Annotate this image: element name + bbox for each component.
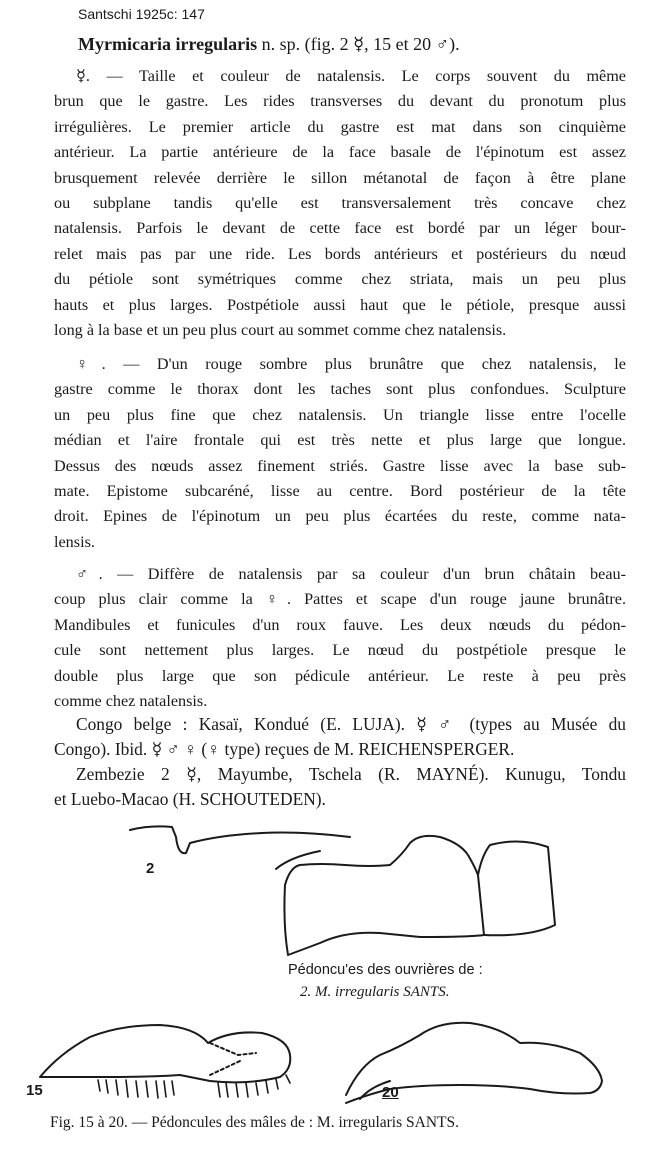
text-line: lensis. bbox=[54, 532, 95, 551]
fig15-inner-line bbox=[210, 1043, 256, 1055]
text-line: coup plus clair comme la ♀. Pattes et scape d'un rouge jaune brunâtre. bbox=[54, 590, 626, 609]
text-line: natalensis. Parfois le devant de cette face est bordé par un léger bour- bbox=[54, 219, 626, 238]
figure-caption-workers: Pédoncu'es des ouvrières de : bbox=[288, 962, 483, 978]
text-line: gastre comme le thorax dont les taches sont plus confondues. Sculpture bbox=[54, 380, 626, 399]
fig15-inner-line-2 bbox=[210, 1061, 240, 1075]
text-line: droit. Epines de l'épinotum un peu plus écartées du reste, comme nata- bbox=[54, 507, 626, 526]
queen-description bbox=[54, 352, 626, 555]
figure-label-15: 15 bbox=[26, 1082, 43, 1099]
text-line: Dessus des nœuds assez finement striés. Gastre lisse avec la base sub- bbox=[54, 456, 626, 475]
text-line: du pétiole sont symétriques comme chez striata, mais un peu plus bbox=[54, 270, 626, 289]
text-line: ou subplane tandis qu'elle est transversalement très concave chez bbox=[54, 194, 626, 213]
text-line: ☿. — Taille et couleur de natalensis. Le corps souvent du même bbox=[76, 67, 626, 85]
species-title-rest: n. sp. (fig. 2 ☿, 15 et 20 ♂). bbox=[257, 34, 460, 54]
text-line: hauts et plus larges. Postpétiole aussi haut que le pétiole, presque aussi bbox=[54, 295, 626, 314]
text-line: Congo belge : Kasaï, Kondué (E. LUJA). ☿ ♂ (types au Musée du bbox=[76, 714, 626, 734]
text-line: ♂. — Diffère de natalensis par sa couleur d'un brun châtain beau- bbox=[76, 565, 626, 583]
text-line: cule sont nettement plus larges. Le nœud du postpétiole presque le bbox=[54, 641, 626, 660]
localities bbox=[54, 712, 626, 812]
figure-caption-males: Fig. 15 à 20. — Pédoncules des mâles de : M. irregularis SANTS. bbox=[50, 1114, 459, 1131]
text-line: brun que le gastre. Les rides transverses du devant du pronotum plus bbox=[54, 92, 626, 111]
text-line: Mandibules et funicules d'un roux fauve. Les deux nœuds du pédon- bbox=[54, 615, 626, 634]
fig2-propodeum-outline bbox=[130, 826, 350, 853]
figure-caption-workers-species: 2. M. irregularis SANTS. bbox=[300, 984, 450, 1000]
text-line: Congo). Ibid. ☿ ♂ ♀ (♀ type) reçues de M. REICHENSPERGER. bbox=[54, 739, 515, 759]
text-line: antérieur. La partie antérieure de la face basale de l'épinotum est assez bbox=[54, 143, 626, 162]
text-line: irrégulières. Le premier article du gastre est mat dans son cinquième bbox=[54, 117, 626, 136]
species-title bbox=[78, 34, 460, 55]
fig2-petiole-node bbox=[284, 836, 484, 955]
text-line: comme chez natalensis. bbox=[54, 692, 208, 711]
text-line: relet mais pas par une ride. Les bords antérieurs et postérieurs du nœud bbox=[54, 244, 626, 263]
text-line: mate. Epistome subcaréné, lisse au centre. Bord postérieur de la tête bbox=[54, 482, 626, 501]
worker-description bbox=[54, 64, 626, 343]
figure-label-20: 20 bbox=[382, 1084, 399, 1101]
text-line: un peu plus fine que chez natalensis. Un triangle lisse entre l'ocelle bbox=[54, 405, 626, 424]
text-line: ♀. — D'un rouge sombre plus brunâtre que chez natalensis, le bbox=[76, 355, 626, 373]
text-line: double plus large que son pédicule antérieur. Le reste à peu près bbox=[54, 666, 626, 685]
fig2-postpetiole-node bbox=[478, 841, 555, 935]
text-line: brusquement relevée derrière le sillon métanotal de façon à être plane bbox=[54, 168, 626, 187]
figure-label-2: 2 bbox=[146, 860, 155, 877]
header-citation: Santschi 1925c: 147 bbox=[78, 6, 205, 22]
text-line: long à la base et un peu plus court au sommet comme chez natalensis. bbox=[54, 321, 507, 340]
text-line: Zembezie 2 ☿, Mayumbe, Tschela (R. MAYNÉ). Kunugu, Tondu bbox=[76, 764, 626, 784]
male-description bbox=[54, 562, 626, 714]
text-line: et Luebo-Macao (H. SCHOUTEDEN). bbox=[54, 789, 326, 809]
species-name: Myrmicaria irregularis bbox=[78, 34, 258, 54]
text-line: médian et l'aire frontale qui est très nette et plus large que longue. bbox=[54, 431, 626, 450]
